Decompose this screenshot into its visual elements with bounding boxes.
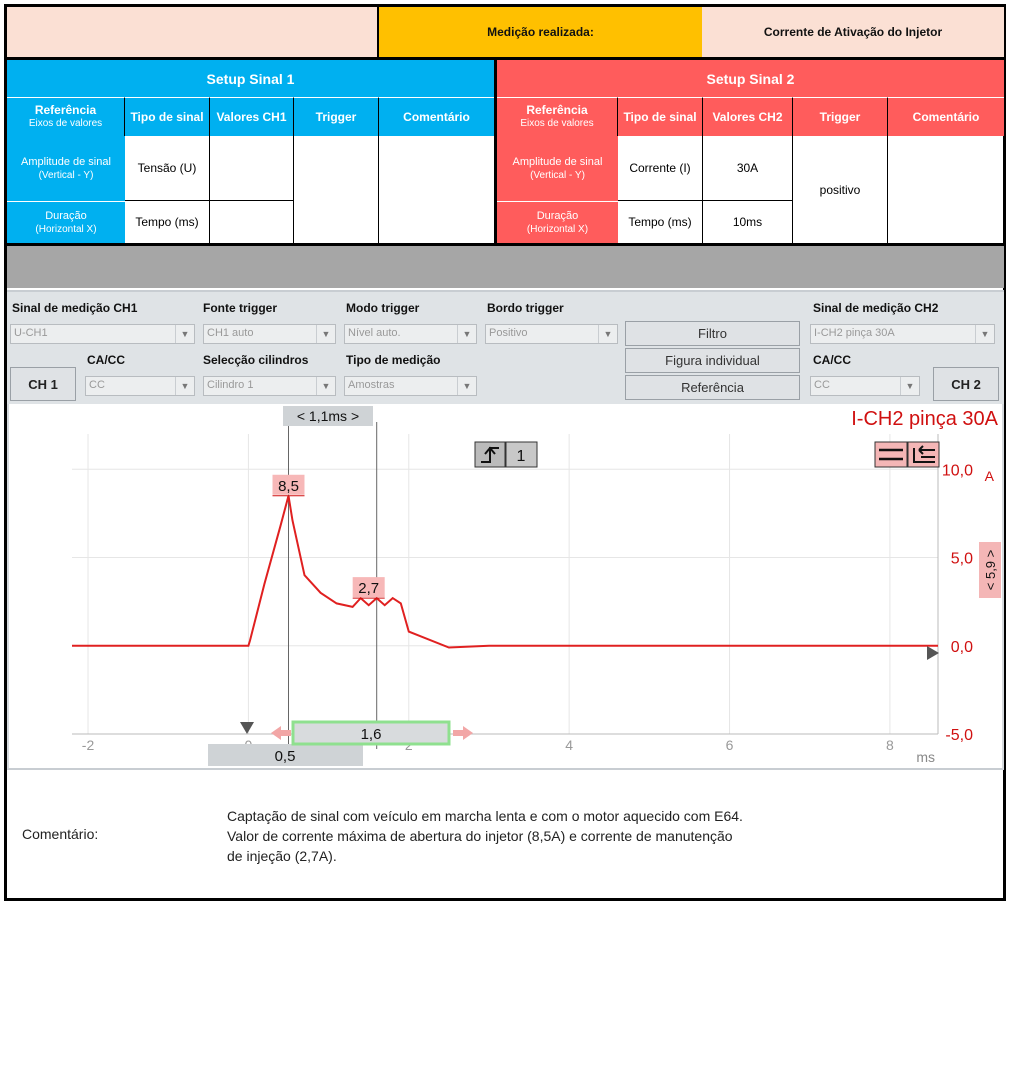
setup2-comment [888,136,1004,243]
chevron-down-icon: ▼ [316,325,335,343]
setup1-comment [379,136,494,243]
vertical-range-text: < 5,9 > [983,549,998,591]
comment-text [227,806,847,866]
annotation-label: 2,7 [358,580,380,598]
measurement-type-select[interactable] [344,376,477,396]
setup2-row2-type: Tempo (ms) [618,201,703,243]
setup1-row1-label-text: Amplitude de sinal [21,155,111,168]
comment-label: Comentário: [22,826,99,842]
chevron-down-icon: ▼ [598,325,617,343]
chevron-down-icon: ▼ [316,377,335,395]
setup1-row2-type: Tempo (ms) [125,201,210,243]
x-tick-label: 4 [565,737,574,753]
ch2-acdc-label: CA/CC [813,353,851,367]
setup2-row2-label-text: Duração [536,209,579,222]
chevron-down-icon: ▼ [975,325,994,343]
setup1-col-ref-sub: Eixos de valores [28,118,103,129]
ch1-acdc-label: CA/CC [87,353,125,367]
x-tick-label: 8 [885,737,894,753]
trigger-edge-label: Bordo trigger [487,301,564,315]
setup1-row1-type: Tensão (U) [125,136,210,201]
measurement-type-label: Tipo de medição [346,353,441,367]
ch2-acdc-value: CC [814,379,830,391]
annotation-label: 8,5 [278,477,299,495]
setup2-col-type: Tipo de sinal [618,97,703,136]
cursor-a-value: 0,5 [274,748,296,765]
cylinder-select-label: Selecção cilindros [203,353,309,367]
cylinder-select[interactable] [203,376,336,396]
ch1-signal-select[interactable] [10,324,195,344]
setup1-trigger [294,136,379,243]
chevron-down-icon: ▼ [457,377,476,395]
y-unit-label: A [984,468,994,484]
y-tick-label: -5,0 [945,727,973,744]
ch1-button[interactable]: CH 1 [10,367,76,401]
y-tick-label: 5,0 [950,550,973,568]
ch2-signal-label: Sinal de medição CH2 [813,301,939,315]
setup1-col-type: Tipo de sinal [125,97,210,136]
waveform-chart [9,404,1002,766]
x-tick-label: 6 [725,737,734,753]
setup2-row1-value: 30A [703,136,793,201]
cursor-left-arrow-stem [281,730,291,736]
ch1-acdc-select[interactable] [85,376,195,396]
header-blank [7,7,379,57]
setup2-row1-label [497,136,618,201]
ch2-button[interactable]: CH 2 [933,367,999,401]
setup1-row2-value [210,201,294,243]
setup2-col-ref-label: Referência [526,103,588,117]
ch1-acdc-value: CC [89,379,105,391]
cursor-right-arrow-icon[interactable] [463,726,473,740]
setup1-row1-value [210,136,294,201]
trigger-edge-value: Positivo [489,327,528,339]
trigger-source-value: CH1 auto [207,327,254,339]
scope-display[interactable] [7,404,1004,770]
chevron-down-icon: ▼ [175,325,194,343]
chevron-down-icon: ▼ [900,377,919,395]
single-figure-button[interactable]: Figura individual [625,348,800,373]
setup1-col-comment: Comentário [379,97,494,136]
trigger-mode-value: Nível auto. [348,327,401,339]
comment-line-2: Valor de corrente máxima de abertura do injetor (8,5A) e corrente de manutenção [227,828,733,844]
x-unit-label: ms [916,749,935,765]
ch2-signal-select[interactable] [810,324,995,344]
setup1-col-trigger: Trigger [294,97,379,136]
setup1-title: Setup Sinal 1 [7,60,494,97]
channel-title: I-CH2 pinça 30A [851,408,998,430]
setup2-col-ref-sub: Eixos de valores [520,118,594,129]
ch1-signal-value: U-CH1 [14,327,48,339]
setup1-row2-label [7,201,125,243]
measurement-value: Corrente de Ativação do Injetor [702,7,1004,57]
filter-button[interactable]: Filtro [625,321,800,346]
cylinder-value: Cilindro 1 [207,379,254,391]
setup2-row2-label-sub: (Horizontal X) [526,223,589,235]
comment-line-1: Captação de sinal com veículo em marcha lenta e com o motor aquecido com E64. [227,808,743,824]
measurement-label: Medição realizada: [379,7,702,57]
ch2-acdc-select[interactable] [810,376,920,396]
chevron-down-icon: ▼ [175,377,194,395]
setup1-row2-label-sub: (Horizontal X) [35,223,97,235]
trigger-source-select[interactable] [203,324,336,344]
setup1-row2-label-text: Duração [45,209,87,222]
setup1-col-ref [7,97,125,136]
setup1-col-values: Valores CH1 [210,97,294,136]
trigger-mode-label: Modo trigger [346,301,420,315]
trigger-edge-select[interactable] [485,324,618,344]
scope-control-panel [7,290,1004,404]
setup2-col-trigger: Trigger [793,97,888,136]
setup2-col-comment: Comentário [888,97,1004,136]
trigger-channel-number: 1 [516,448,526,465]
zoom-controls[interactable] [875,442,939,467]
setup2-row2-value: 10ms [703,201,793,243]
chevron-down-icon: ▼ [457,325,476,343]
reference-button[interactable]: Referência [625,375,800,400]
ch1-signal-label: Sinal de medição CH1 [12,301,138,315]
setup2-row2-label [497,201,618,243]
cursor-b-value: 1,6 [360,726,382,743]
setup2-row1-label-text: Amplitude de sinal [512,155,603,168]
ch2-signal-value: I-CH2 pinça 30A [814,327,895,339]
y-tick-label: 10,0 [941,462,973,480]
vertical-range-chip[interactable] [979,542,1001,598]
measurement-type-value: Amostras [348,379,395,391]
setup2-trigger: positivo [793,136,888,243]
setup2-title: Setup Sinal 2 [497,60,1004,97]
setup1-row1-label-sub: (Vertical - Y) [38,169,94,181]
trigger-source-label: Fonte trigger [203,301,277,315]
setup2-row1-label-sub: (Vertical - Y) [530,169,585,181]
setup2-col-ref [497,97,618,136]
gray-band [7,246,1004,288]
trigger-mode-select[interactable] [344,324,477,344]
x-tick-label: -2 [81,737,95,753]
cursor-left-arrow-icon[interactable] [271,726,281,740]
trigger-position-marker-icon[interactable] [240,722,254,734]
cursor-delta-text: < 1,1ms > [296,408,360,424]
setup2-col-values: Valores CH2 [703,97,793,136]
zero-marker-icon [927,646,939,660]
y-tick-label: 0,0 [950,638,973,656]
comment-line-3: de injeção (2,7A). [227,848,337,864]
current-trace [72,496,938,648]
setup1-row1-label [7,136,125,201]
trigger-chip[interactable] [475,442,537,467]
cursor-right-arrow-stem [453,730,463,736]
setup2-row1-type: Corrente (I) [618,136,703,201]
setup1-col-ref-label: Referência [34,103,97,117]
